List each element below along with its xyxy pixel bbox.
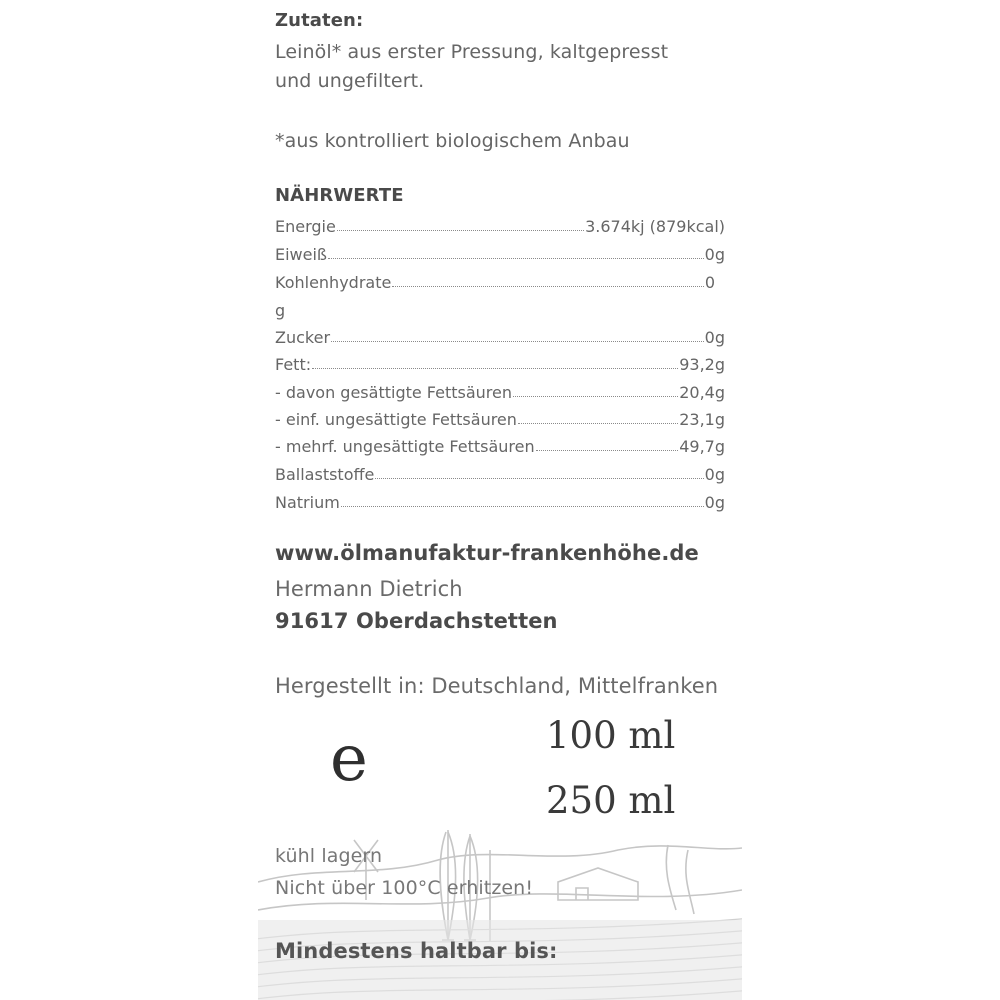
nutrition-value: 0g (704, 245, 725, 264)
nutrition-heading: NÄHRWERTE (275, 185, 404, 206)
storage-line-1: kühl lagern (275, 845, 383, 867)
nutrition-row-monounsaturated (275, 407, 725, 429)
nutrition-row-fiber (275, 462, 725, 484)
nutrition-row-saturated (275, 380, 725, 402)
nutrition-name: Eiweiß (275, 245, 328, 264)
nutrition-row-carbs-unit (275, 298, 315, 320)
nutrition-value: 0g (704, 465, 725, 484)
nutrition-value: 0g (704, 328, 725, 347)
dot-leader (392, 286, 703, 287)
nutrition-name: Fett: (275, 355, 312, 374)
nutrition-row-protein (275, 242, 725, 264)
nutrition-name: - davon gesättigte Fettsäuren (275, 383, 513, 402)
nutrition-name: - einf. ungesättigte Fettsäuren (275, 410, 517, 429)
dot-leader (337, 230, 584, 231)
estimated-sign-icon: e (330, 722, 368, 796)
nutrition-row-sodium (275, 490, 725, 512)
dot-leader (518, 423, 678, 424)
ingredients-line-2: und ungefiltert. (275, 70, 425, 92)
nutrition-value: 49,7g (679, 437, 725, 456)
dot-leader (341, 506, 704, 507)
dot-leader (513, 396, 678, 397)
nutrition-name: Kohlenhydrate (275, 273, 392, 292)
dot-leader (312, 368, 678, 369)
dot-leader (536, 450, 679, 451)
nutrition-name: - mehrf. ungesättigte Fettsäuren (275, 437, 535, 456)
nutrition-row-carbs (275, 270, 715, 292)
producer-city: 91617 Oberdachstetten (275, 609, 558, 633)
nutrition-value: 20,4g (679, 383, 725, 402)
nutrition-value: 23,1g (679, 410, 725, 429)
website-link[interactable]: www.ölmanufaktur-frankenhöhe.de (275, 541, 699, 565)
ingredients-heading: Zutaten: (275, 10, 364, 31)
nutrition-name: Ballaststoffe (275, 465, 375, 484)
volume-size-2: 250 ml (546, 779, 676, 822)
ingredients-footnote: *aus kontrolliert biologischem Anbau (275, 130, 630, 152)
producer-name: Hermann Dietrich (275, 577, 463, 601)
nutrition-value: 0g (704, 493, 725, 512)
nutrition-name: Zucker (275, 328, 331, 347)
nutrition-row-polyunsaturated (275, 434, 725, 456)
best-before-label: Mindestens haltbar bis: (275, 939, 558, 963)
nutrition-value: 93,2g (679, 355, 725, 374)
dot-leader (331, 341, 704, 342)
nutrition-value: 0 (704, 273, 715, 292)
origin-text: Hergestellt in: Deutschland, Mittelfranken (275, 674, 719, 698)
nutrition-row-sugar (275, 325, 725, 347)
storage-line-2: Nicht über 100°C erhitzen! (275, 877, 534, 899)
nutrition-row-fat (275, 352, 725, 374)
nutrition-value: g (275, 301, 286, 320)
nutrition-value: 3.674kj (879kcal) (585, 217, 725, 236)
nutrition-name: Natrium (275, 493, 340, 512)
ingredients-line-1: Leinöl* aus erster Pressung, kaltgepresst (275, 41, 669, 63)
dot-leader (375, 478, 703, 479)
volume-size-1: 100 ml (546, 714, 676, 757)
dot-leader (328, 258, 704, 259)
nutrition-name: Energie (275, 217, 336, 236)
nutrition-row-energy (275, 214, 725, 236)
